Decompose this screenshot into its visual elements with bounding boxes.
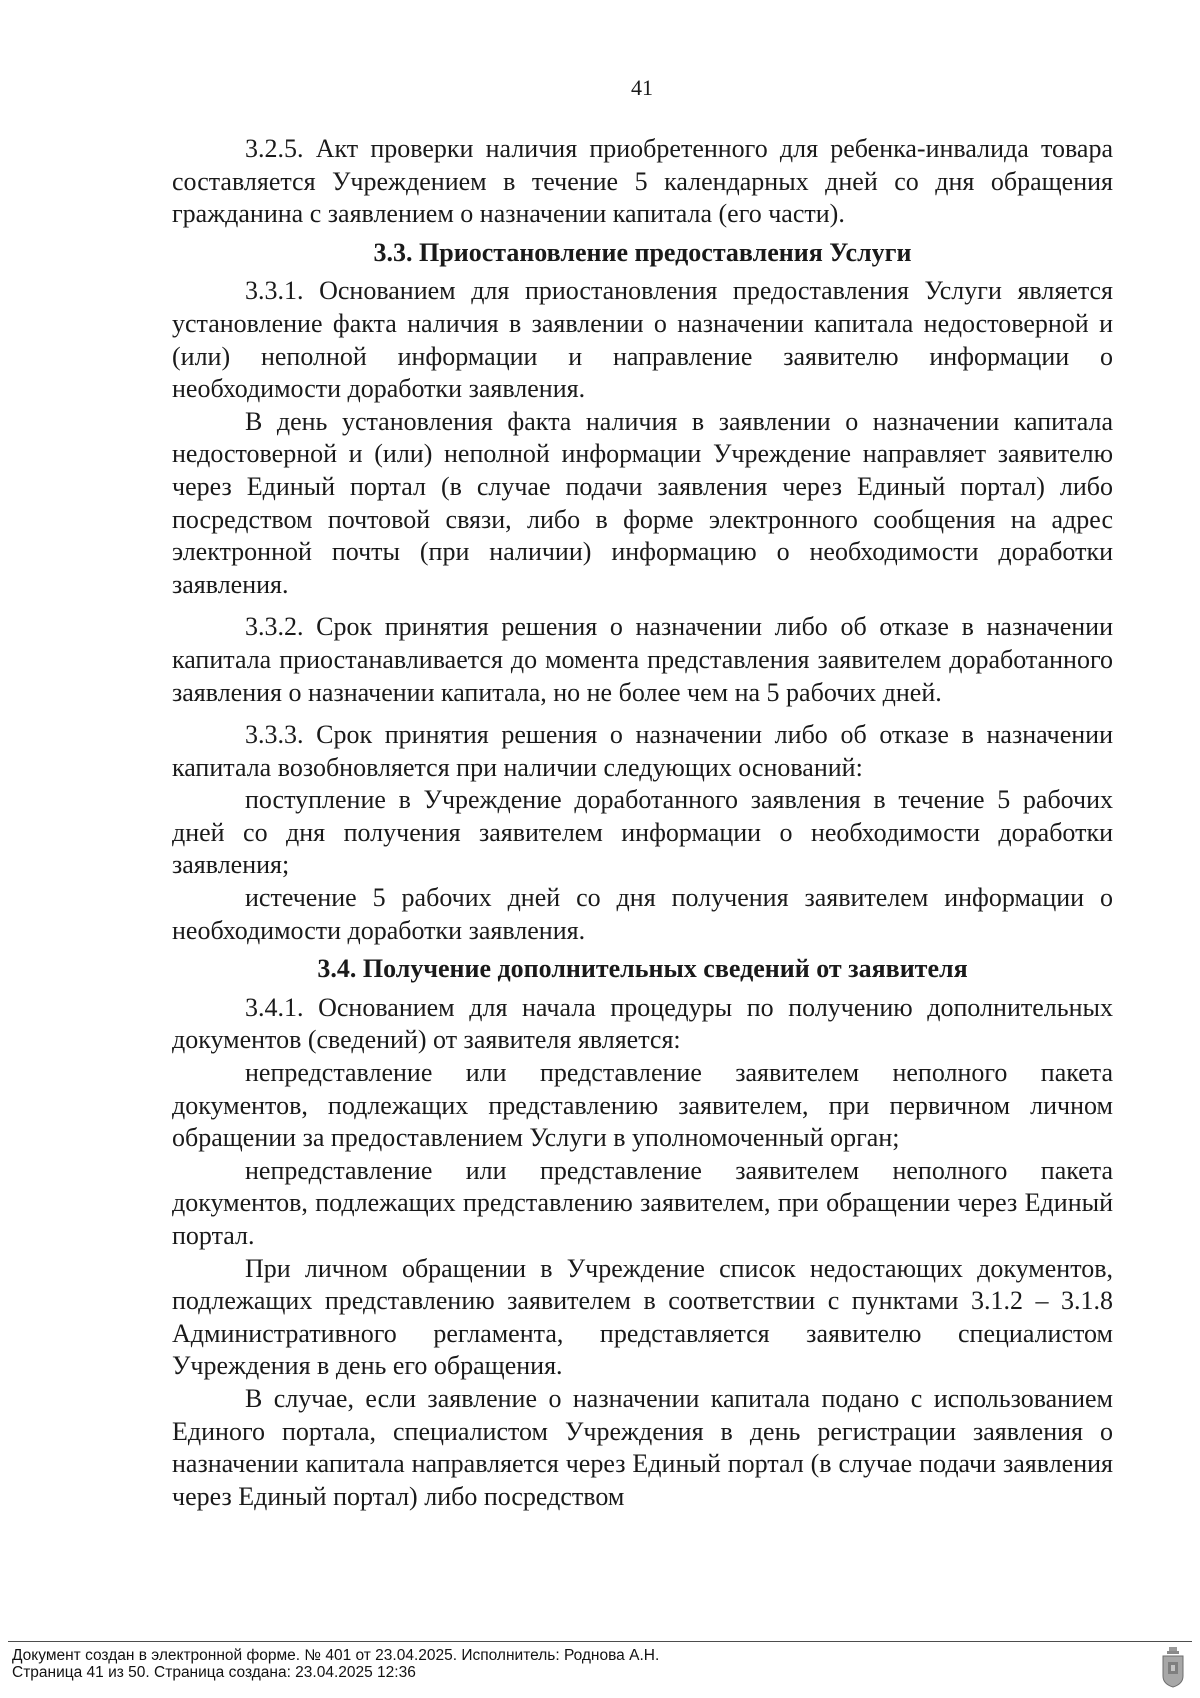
paragraph-3-4-1: 3.4.1. Основанием для начала процедуры по получению дополнительных документов (сведений) от заявителя является: (172, 992, 1113, 1055)
paragraph-3-3-3: 3.3.3. Срок принятия решения о назначении либо об отказе в назначении капитала возобновляется при наличии следующих оснований: (172, 720, 1113, 782)
coat-of-arms-icon (1160, 1646, 1186, 1688)
page-number: 41 (631, 75, 653, 100)
document-body (172, 133, 1113, 1513)
paragraph: непредставление или представление заявителем неполного пакета документов, подлежащих представлению заявителем, при обращении через Единый портал. (172, 1155, 1113, 1250)
paragraph-3-3-1: 3.3.1. Основанием для приостановления предоставления Услуги является установление факта наличия в заявлении о назначении капитала недостоверной и (или) неполной информации и направление заявителю информации о необходимости доработки заявления. (172, 276, 1113, 404)
paragraph: В день установления факта наличия в заявлении о назначении капитала недостоверной и (или) неполной информации Учреждение направляет заявителю через Единый портал (в случае подачи заявления через Единый портал) либо посредством почтовой связи, либо в форме электронного сообщения на адрес электронной почты (при наличии) информацию о необходимости доработки заявления. (172, 406, 1113, 599)
paragraph-3-2-5: 3.2.5. Акт проверки наличия приобретенного для ребенка-инвалида товара составляется Учреждением в течение 5 календарных дней со дня обращения гражданина с заявлением о назначении капитала (его части). (172, 134, 1113, 229)
footer-line-2: Страница 41 из 50. Страница создана: 23.04.2025 12:36 (12, 1664, 416, 1681)
paragraph: При личном обращении в Учреждение список недостающих документов, подлежащих представлению заявителем в соответствии с пунктами 3.1.2 – 3.1.8 Административного регламента, представляется заявителю специалистом Учреждения в день его обращения. (172, 1253, 1113, 1381)
paragraph: непредставление или представление заявителем неполного пакета документов, подлежащих представлению заявителем, при первичном личном обращении за предоставлением Услуги в уполномоченный орган; (172, 1058, 1113, 1153)
paragraph: поступление в Учреждение доработанного заявления в течение 5 рабочих дней со дня получения заявителем информации о необходимости доработки заявления; (172, 785, 1113, 880)
footer-line-1: Документ создан в электронной форме. № 401 от 23.04.2025. Исполнитель: Роднова А.Н. (12, 1647, 660, 1664)
paragraph-3-3-2: 3.3.2. Срок принятия решения о назначении либо об отказе в назначении капитала приостанавливается до момента представления заявителем доработанного заявления о назначении капитала, но не более чем на 5 рабочих дней. (172, 612, 1113, 707)
paragraph: истечение 5 рабочих дней со дня получения заявителем информации о необходимости доработки заявления. (172, 883, 1113, 945)
section-heading-3-4: 3.4. Получение дополнительных сведений от заявителя (317, 954, 968, 984)
section-heading-3-3: 3.3. Приостановление предоставления Услуги (373, 237, 912, 267)
footer-divider (8, 1641, 1192, 1642)
paragraph: В случае, если заявление о назначении капитала подано с использованием Единого портала, специалистом Учреждения в день регистрации заявления о назначении капитала направляется через Единый портал (в случае подачи заявления через Единый портал) либо посредством (172, 1383, 1113, 1511)
footer (12, 1647, 659, 1681)
